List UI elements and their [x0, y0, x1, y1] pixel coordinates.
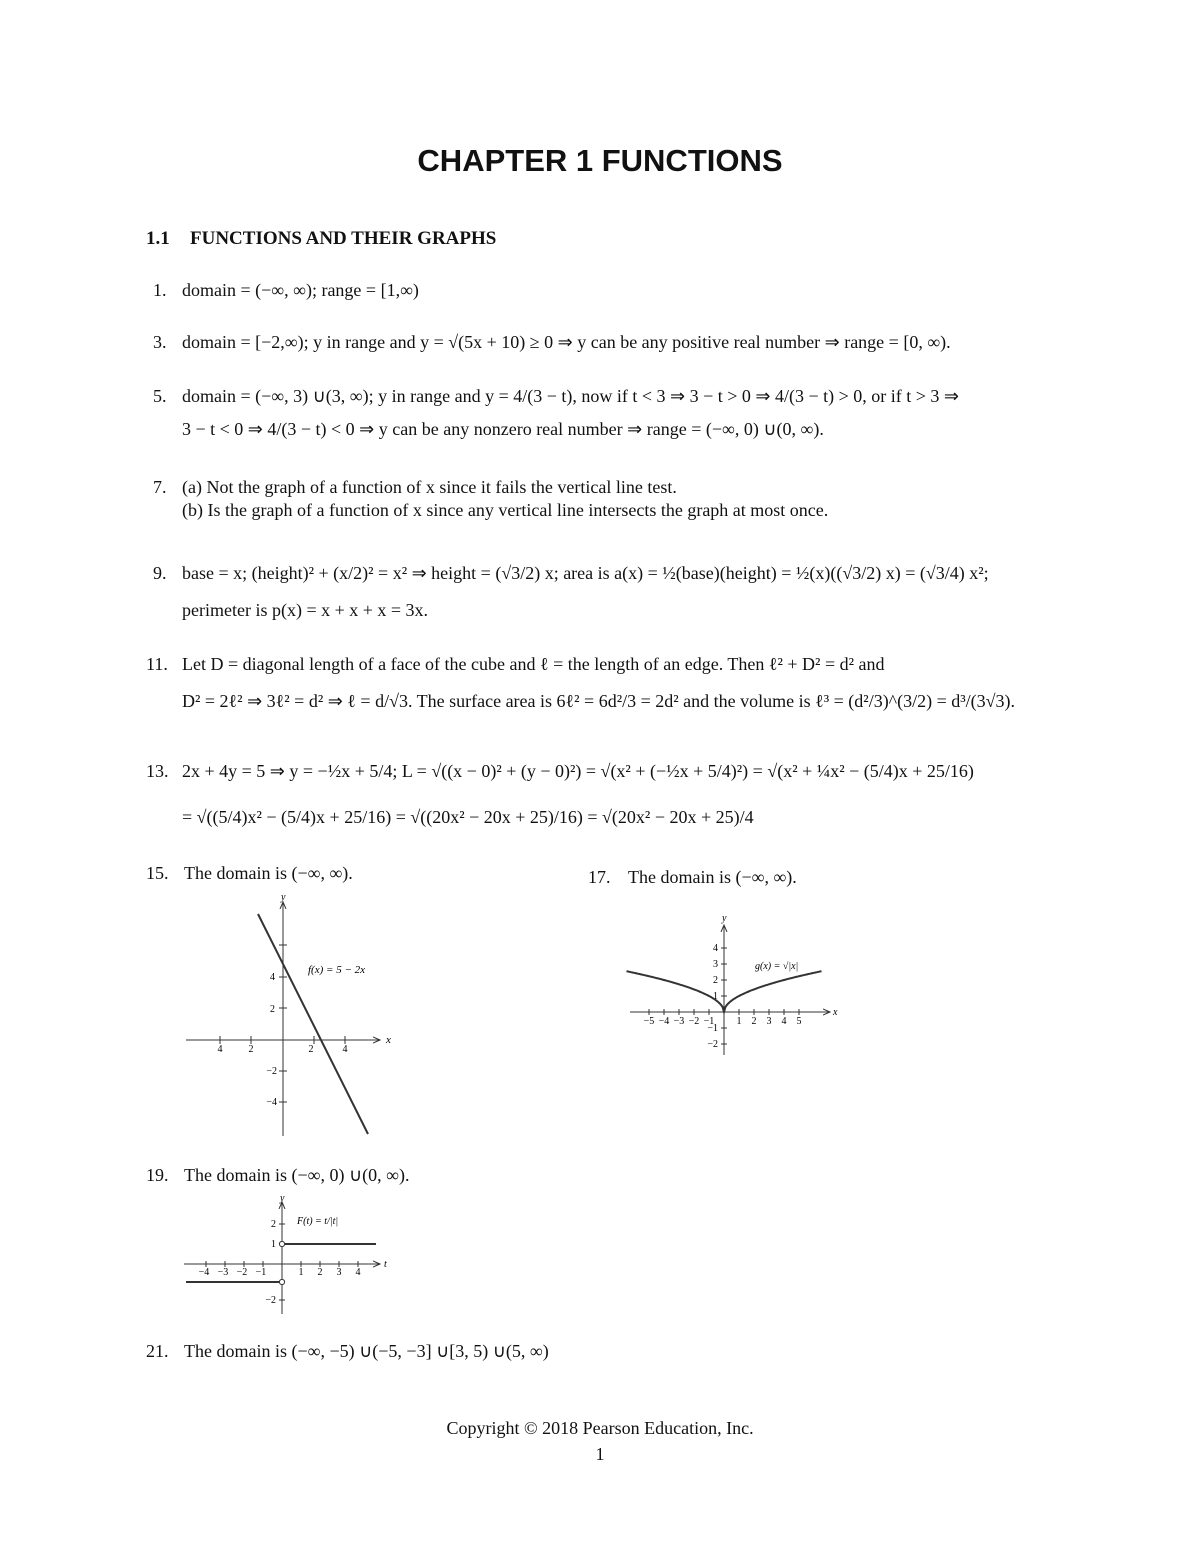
problem-text: The domain is (−∞, ∞). — [184, 863, 353, 883]
problem-number: 5. — [153, 386, 167, 406]
x-axis-label: x — [833, 1007, 838, 1018]
y-tick-label: −1 — [707, 1023, 718, 1034]
graph-19 — [180, 1192, 400, 1317]
problem-text: Let D = diagonal length of a face of the cube and ℓ = the length of an edge. Then ℓ² + D² = d² and — [182, 654, 885, 674]
y-tick-label: −4 — [266, 1097, 277, 1108]
x-tick-label: −3 — [217, 1267, 229, 1278]
x-tick-label: 3 — [336, 1267, 342, 1278]
problem-number: 13. — [146, 761, 169, 781]
copyright-notice: Copyright © 2018 Pearson Education, Inc. — [446, 1418, 754, 1438]
x-tick-label: 1 — [298, 1267, 304, 1278]
problem-number: 1. — [153, 280, 167, 300]
y-axis-label: y — [280, 1193, 285, 1204]
graph-17 — [622, 905, 842, 1065]
problem-text: base = x; (height)² + (x/2)² = x² ⇒ height = (√3/2) x; area is a(x) = ½(base)(height) = ½(x)((√3/2) x) = (√3/4) x²; — [182, 563, 989, 583]
y-tick-label: 3 — [713, 959, 718, 970]
function-label: F(t) = t/|t| — [297, 1216, 339, 1227]
x-tick-label: 1 — [736, 1016, 742, 1027]
y-tick-label: 2 — [271, 1219, 276, 1230]
y-tick-label: 2 — [270, 1004, 275, 1015]
problem-text: = √((5/4)x² − (5/4)x + 25/16) = √((20x² − 20x + 25)/16) = √(20x² − 20x + 25)/4 — [182, 807, 754, 827]
x-tick-label: 2 — [308, 1044, 314, 1055]
problem-text: perimeter is p(x) = x + x + x = 3x. — [182, 600, 429, 620]
y-tick-label: 2 — [713, 975, 718, 986]
x-tick-label: −3 — [673, 1016, 685, 1027]
x-tick-label: 4 — [217, 1044, 223, 1055]
x-tick-label: −1 — [255, 1267, 267, 1278]
problem-text: The domain is (−∞, ∞). — [628, 867, 797, 887]
y-tick-label: −2 — [266, 1066, 277, 1077]
x-tick-label: 4 — [355, 1267, 361, 1278]
x-tick-label: −2 — [688, 1016, 700, 1027]
y-tick-label: 4 — [713, 943, 718, 954]
problem-number: 15. — [146, 863, 169, 883]
y-axis-label: y — [722, 913, 727, 924]
x-axis-label: x — [386, 1034, 391, 1046]
problem-part-b: (b) Is the graph of a function of x since any vertical line intersects the graph at most once. — [182, 500, 829, 520]
function-label: f(x) = 5 − 2x — [308, 964, 365, 976]
problem-text: The domain is (−∞, −5) ∪(−5, −3] ∪[3, 5) ∪(5, ∞) — [184, 1341, 549, 1361]
problem-text: domain = (−∞, 3) ∪(3, ∞); y in range and y = 4/(3 − t), now if t < 3 ⇒ 3 − t > 0 ⇒ 4/(3 − t) > 0, or if t > 3 ⇒ — [182, 386, 959, 406]
x-tick-label: 2 — [751, 1016, 757, 1027]
problem-number: 21. — [146, 1341, 169, 1361]
section-title: FUNCTIONS AND THEIR GRAPHS — [190, 228, 497, 249]
graph-15 — [180, 890, 400, 1140]
problem-number: 7. — [153, 477, 167, 497]
y-axis-label: y — [281, 892, 286, 903]
x-tick-label: 4 — [781, 1016, 787, 1027]
x-axis-label: t — [384, 1259, 387, 1270]
problem-number: 19. — [146, 1165, 169, 1185]
x-tick-label: −4 — [198, 1267, 210, 1278]
problem-text: D² = 2ℓ² ⇒ 3ℓ² = d² ⇒ ℓ = d/√3. The surface area is 6ℓ² = 6d²/3 = 2d² and the volume is ℓ³ = (d²/3)^(3/2) = d³/(3√3). — [182, 691, 1016, 711]
problem-number: 11. — [146, 654, 168, 674]
x-tick-label: 5 — [796, 1016, 802, 1027]
problem-number: 3. — [153, 332, 167, 352]
problem-text: 3 − t < 0 ⇒ 4/(3 − t) < 0 ⇒ y can be any nonzero real number ⇒ range = (−∞, 0) ∪(0, ∞). — [182, 419, 824, 439]
section-number: 1.1 — [146, 228, 170, 249]
problem-number: 9. — [153, 563, 167, 583]
problem-text: domain = (−∞, ∞); range = [1,∞) — [182, 280, 419, 300]
x-tick-label: −5 — [643, 1016, 655, 1027]
problem-text: 2x + 4y = 5 ⇒ y = −½x + 5/4; L = √((x − 0)² + (y − 0)²) = √(x² + (−½x + 5/4)²) = √(x² + ¼x² − (5/4)x + 25/16) — [182, 761, 974, 781]
problem-number: 17. — [588, 867, 611, 887]
problem-text: The domain is (−∞, 0) ∪(0, ∞). — [184, 1165, 410, 1185]
x-tick-label: −1 — [703, 1016, 715, 1027]
y-tick-label: 4 — [270, 972, 275, 983]
chapter-title: CHAPTER 1 FUNCTIONS — [417, 143, 783, 178]
x-tick-label: −4 — [658, 1016, 670, 1027]
x-tick-label: 4 — [342, 1044, 348, 1055]
problem-part-a: (a) Not the graph of a function of x since it fails the vertical line test. — [182, 477, 677, 497]
y-tick-label: 1 — [713, 991, 718, 1002]
open-point — [279, 1279, 284, 1284]
y-tick-label: 1 — [271, 1239, 276, 1250]
page-number: 1 — [595, 1444, 605, 1464]
function-label: g(x) = √|x| — [755, 961, 799, 972]
x-tick-label: −2 — [236, 1267, 248, 1278]
x-tick-label: 3 — [766, 1016, 772, 1027]
x-tick-label: 2 — [317, 1267, 323, 1278]
y-tick-label: −2 — [265, 1295, 276, 1306]
problem-text: domain = [−2,∞); y in range and y = √(5x + 10) ≥ 0 ⇒ y can be any positive real number ⇒ range = [0, ∞). — [182, 332, 951, 352]
open-point — [279, 1241, 284, 1246]
y-tick-label: −2 — [707, 1039, 718, 1050]
x-tick-label: 2 — [248, 1044, 254, 1055]
